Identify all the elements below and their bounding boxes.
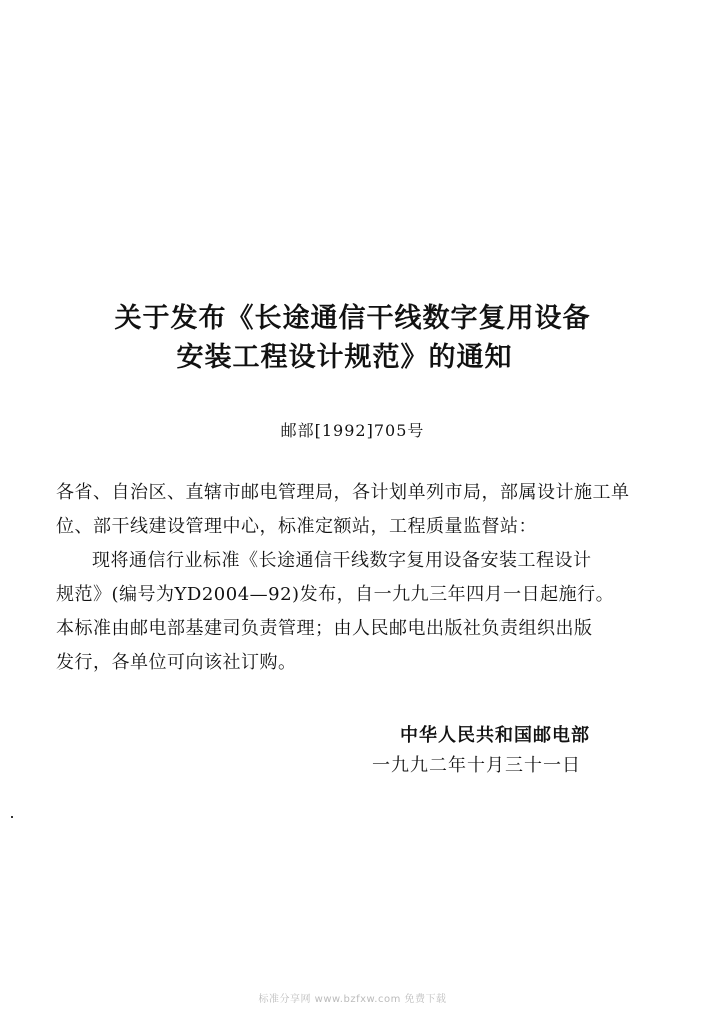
scan-speck — [11, 816, 13, 818]
body-paragraph-line-1: 现将通信行业标准《长途通信干线数字复用设备安装工程设计 — [92, 550, 592, 571]
issuing-authority: 中华人民共和国邮电部 — [400, 725, 590, 746]
notice-title-line-1: 关于发布《长途通信干线数字复用设备 — [114, 303, 591, 334]
addressee-line-2: 位、部干线建设管理中心，标准定额站，工程质量监督站： — [56, 516, 537, 537]
notice-title-line-2: 安装工程设计规范》的通知 — [176, 342, 513, 373]
issue-date: 一九九二年十月三十一日 — [372, 755, 581, 776]
body-paragraph-line-4: 发行，各单位可向该社订购。 — [56, 652, 297, 673]
watermark-footer: 标准分享网 www.bzfxw.com 免费下载 — [258, 994, 447, 1005]
body-paragraph-line-3: 本标准由邮电部基建司负责管理；由人民邮电出版社负责组织出版 — [56, 618, 593, 639]
addressee-line-1: 各省、自治区、直辖市邮电管理局，各计划单列市局，部属设计施工单 — [56, 482, 630, 503]
body-paragraph-line-2: 规范》(编号为YD2004—92)发布，自一九九三年四月一日起施行。 — [56, 584, 615, 605]
document-number: 邮部[1992]705号 — [280, 421, 425, 440]
